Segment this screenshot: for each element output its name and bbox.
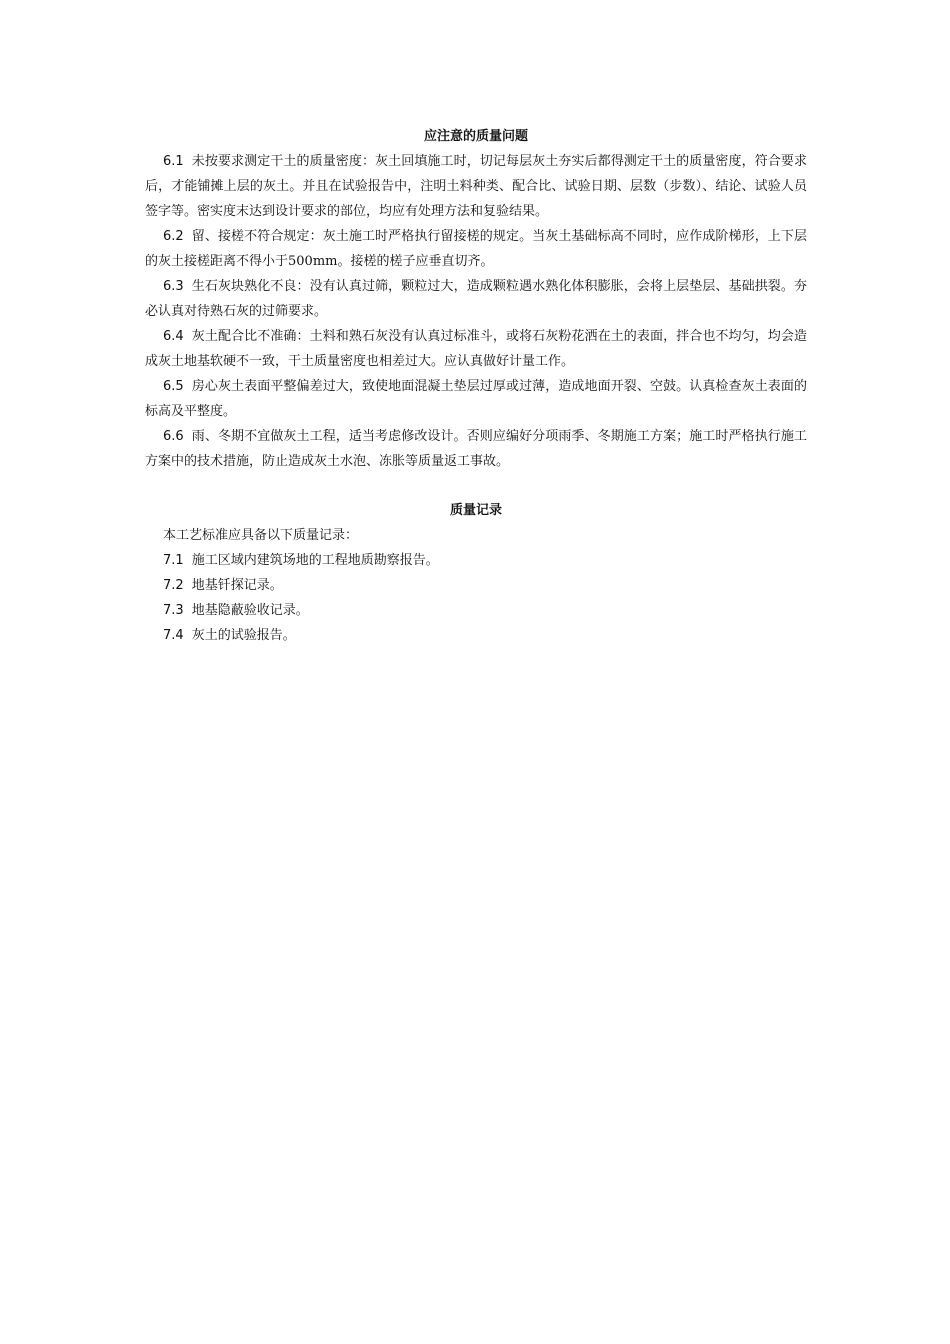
document-page <box>145 125 807 648</box>
list-item-7-2 <box>145 573 807 598</box>
list-item-7-4 <box>145 623 807 648</box>
list-item-6-3 <box>145 274 807 324</box>
list-item-6-2 <box>145 224 807 274</box>
item-text: 地基隐蔽验收记录。 <box>191 603 309 618</box>
item-number: 7.2 <box>163 578 184 593</box>
list-item-7-1 <box>145 548 807 573</box>
item-number: 6.3 <box>163 279 184 294</box>
list-item-6-4 <box>145 324 807 374</box>
section-title-quality-issues: 应注意的质量问题 <box>423 129 528 144</box>
item-number: 6.5 <box>163 379 184 394</box>
item-text: 未按要求测定干土的质量密度：灰土回填施工时，切记每层灰土夯实后都得测定干土的质量密度，符合要求后，才能铺摊上层的灰土。并且在试验报告中，注明土料种类、配合比、试验日期、层数（步数）、结论、试验人员签字等。密实度末达到设计要求的部位，均应有处理方法和复验结果。 <box>145 154 807 219</box>
item-text: 灰土的试验报告。 <box>191 628 296 643</box>
item-text: 地基钎探记录。 <box>191 578 283 593</box>
list-item-6-1 <box>145 149 807 224</box>
item-text: 灰土配合比不准确：土料和熟石灰没有认真过标准斗，或将石灰粉花洒在土的表面，拌合也不均匀，均会造成灰土地基软硬不一致，干土质量密度也相差过大。应认真做好计量工作。 <box>145 329 807 369</box>
item-number: 7.4 <box>163 628 184 643</box>
list-item-6-6 <box>145 424 807 474</box>
list-item-7-3 <box>145 598 807 623</box>
item-text: 施工区域内建筑场地的工程地质勘察报告。 <box>191 553 439 568</box>
section-title-quality-records: 质量记录 <box>449 503 502 518</box>
item-number: 6.2 <box>163 229 184 244</box>
item-number: 6.1 <box>163 154 184 169</box>
item-number: 7.3 <box>163 603 184 618</box>
item-text: 房心灰土表面平整偏差过大，致使地面混凝土垫层过厚或过薄，造成地面开裂、空鼓。认真检查灰土表面的标高及平整度。 <box>145 379 807 419</box>
item-text: 留、接槎不符合规定：灰土施工时严格执行留接槎的规定。当灰土基础标高不同时，应作成阶梯形，上下层的灰土接槎距离不得小于500mm。接槎的槎子应垂直切齐。 <box>145 229 807 269</box>
item-number: 6.4 <box>163 329 184 344</box>
item-number: 6.6 <box>163 429 184 444</box>
item-number: 7.1 <box>163 553 184 568</box>
list-item-6-5 <box>145 374 807 424</box>
section-spacer <box>145 474 807 499</box>
records-intro: 本工艺标准应具备以下质量记录： <box>163 528 359 543</box>
item-text: 生石灰块熟化不良：没有认真过筛，颗粒过大，造成颗粒遇水熟化体积膨胀，会将上层垫层、基础拱裂。夯必认真对待熟石灰的过筛要求。 <box>145 279 807 319</box>
item-text: 雨、冬期不宜做灰土工程，适当考虑修改设计。否则应编好分项雨季、冬期施工方案；施工时严格执行施工方案中的技术措施，防止造成灰土水泡、冻胀等质量返工事故。 <box>145 429 807 469</box>
